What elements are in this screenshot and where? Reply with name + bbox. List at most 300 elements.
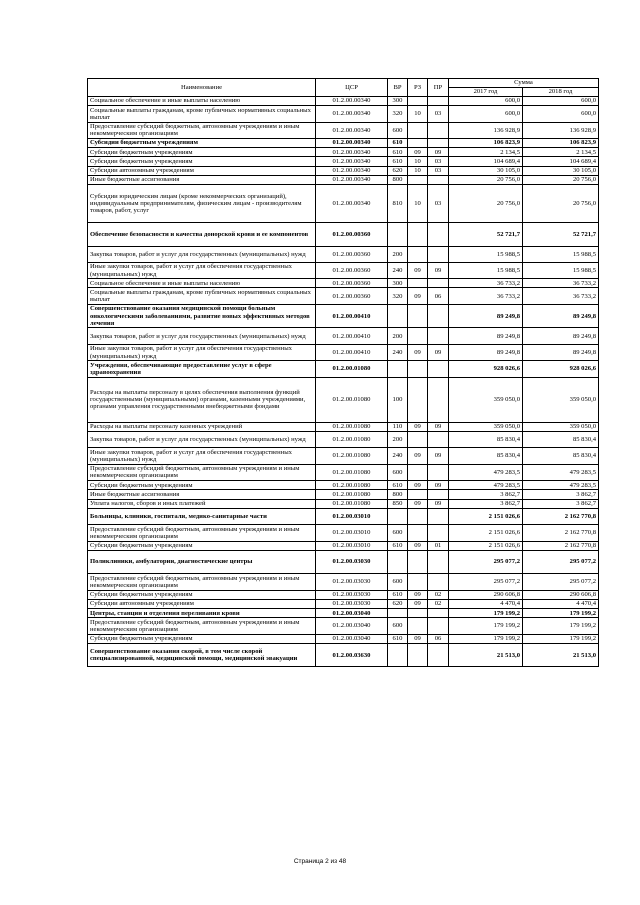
cell-name: Субсидии бюджетным учреждениям [88, 541, 316, 550]
cell-sum-2018: 89 249,8 [523, 344, 599, 360]
table-row [88, 138, 599, 147]
cell-name: Субсидии юридическим лицам (кроме некоммерческих организаций), индивидуальным предпринимателям, физическим лицам - производителям товаров, работ, услуг [88, 184, 316, 222]
cell-vr: 610 [388, 148, 408, 157]
cell-sum-2018: 928 026,6 [523, 361, 599, 377]
cell-vr: 800 [388, 490, 408, 499]
cell-sum-2018: 20 756,0 [523, 175, 599, 184]
cell-rz: 10 [408, 157, 428, 166]
cell-sum-2018: 3 862,7 [523, 490, 599, 499]
cell-pr: 03 [428, 166, 449, 175]
cell-sum-2018: 600,0 [523, 106, 599, 122]
cell-name: Субсидии бюджетным учреждениям [88, 634, 316, 643]
cell-vr [388, 304, 408, 328]
cell-sum-2018: 36 733,2 [523, 279, 599, 288]
budget-table [87, 78, 599, 667]
cell-sum-2018: 89 249,8 [523, 328, 599, 344]
cell-sum-2017: 20 756,0 [449, 175, 523, 184]
cell-pr [428, 609, 449, 618]
cell-pr [428, 618, 449, 634]
cell-name: Субсидии бюджетным учреждениям [88, 157, 316, 166]
header-pr: ПР [428, 79, 449, 97]
cell-sum-2017: 179 199,2 [449, 634, 523, 643]
cell-csr: 01.2.00.00340 [316, 138, 388, 147]
cell-name: Уплата налогов, сборов и иных платежей [88, 499, 316, 508]
table-row [88, 508, 599, 524]
table-row [88, 464, 599, 480]
cell-rz: 09 [408, 599, 428, 608]
cell-csr: 01.2.00.00360 [316, 222, 388, 246]
cell-vr: 600 [388, 574, 408, 590]
cell-sum-2018: 359 050,0 [523, 377, 599, 422]
cell-pr [428, 574, 449, 590]
cell-name: Иные бюджетные ассигнования [88, 490, 316, 499]
cell-vr: 610 [388, 590, 408, 599]
cell-vr: 320 [388, 288, 408, 304]
cell-sum-2018: 295 077,2 [523, 574, 599, 590]
cell-rz [408, 609, 428, 618]
cell-pr: 09 [428, 481, 449, 490]
cell-sum-2017: 928 026,6 [449, 361, 523, 377]
cell-rz: 09 [408, 481, 428, 490]
cell-rz [408, 97, 428, 106]
cell-pr [428, 175, 449, 184]
cell-sum-2017: 290 606,8 [449, 590, 523, 599]
cell-sum-2017: 179 199,2 [449, 618, 523, 634]
header-rz: РЗ [408, 79, 428, 97]
cell-sum-2018: 479 283,5 [523, 481, 599, 490]
cell-sum-2017: 179 199,2 [449, 609, 523, 618]
table-row [88, 541, 599, 550]
table-row [88, 262, 599, 278]
table-row [88, 643, 599, 667]
cell-vr: 810 [388, 184, 408, 222]
cell-vr: 600 [388, 122, 408, 138]
cell-rz: 09 [408, 499, 428, 508]
cell-pr: 09 [428, 262, 449, 278]
cell-sum-2017: 359 050,0 [449, 377, 523, 422]
cell-vr: 800 [388, 175, 408, 184]
cell-name: Поликлиники, амбулатории, диагностические центры [88, 550, 316, 574]
cell-rz [408, 175, 428, 184]
cell-name: Иные закупки товаров, работ и услуг для обеспечения государственных (муниципальных) нужд [88, 448, 316, 464]
cell-csr: 01.2.00.00360 [316, 288, 388, 304]
cell-csr: 01.2.00.03010 [316, 525, 388, 541]
cell-csr: 01.2.00.00410 [316, 304, 388, 328]
cell-pr: 06 [428, 634, 449, 643]
table-row [88, 525, 599, 541]
table-row [88, 279, 599, 288]
cell-sum-2017: 3 862,7 [449, 499, 523, 508]
cell-pr: 09 [428, 148, 449, 157]
cell-vr: 200 [388, 328, 408, 344]
cell-name: Иные бюджетные ассигнования [88, 175, 316, 184]
cell-sum-2017: 15 988,5 [449, 262, 523, 278]
cell-sum-2018: 479 283,5 [523, 464, 599, 480]
table-row [88, 246, 599, 262]
cell-name: Иные закупки товаров, работ и услуг для обеспечения государственных (муниципальных) нужд [88, 262, 316, 278]
header-year-2018: 2018 год [523, 88, 599, 97]
cell-name: Совершенствование оказания скорой, в том числе скорой специализированной, медицинской помощи, медицинской эвакуации [88, 643, 316, 667]
cell-name: Обеспечение безопасности и качества донорской крови и ее компонентов [88, 222, 316, 246]
cell-sum-2018: 30 105,0 [523, 166, 599, 175]
cell-vr: 610 [388, 634, 408, 643]
cell-sum-2017: 295 077,2 [449, 550, 523, 574]
cell-csr: 01.2.00.00360 [316, 279, 388, 288]
cell-pr: 01 [428, 541, 449, 550]
cell-sum-2017: 89 249,8 [449, 328, 523, 344]
cell-pr [428, 97, 449, 106]
cell-rz [408, 279, 428, 288]
cell-sum-2017: 600,0 [449, 97, 523, 106]
cell-vr: 240 [388, 262, 408, 278]
cell-rz [408, 618, 428, 634]
cell-pr [428, 643, 449, 667]
cell-sum-2018: 359 050,0 [523, 422, 599, 431]
cell-pr [428, 508, 449, 524]
cell-csr: 01.2.00.03030 [316, 550, 388, 574]
table-row [88, 499, 599, 508]
cell-pr: 03 [428, 106, 449, 122]
cell-csr: 01.2.00.00410 [316, 328, 388, 344]
cell-rz [408, 122, 428, 138]
cell-sum-2018: 600,0 [523, 97, 599, 106]
cell-csr: 01.2.00.03630 [316, 643, 388, 667]
cell-rz: 09 [408, 448, 428, 464]
cell-vr [388, 361, 408, 377]
cell-sum-2017: 2 134,5 [449, 148, 523, 157]
cell-sum-2017: 600,0 [449, 106, 523, 122]
cell-name: Учреждения, обеспечивающие предоставление услуг в сфере здравоохранения [88, 361, 316, 377]
table-row [88, 432, 599, 448]
cell-csr: 01.2.00.03040 [316, 634, 388, 643]
table-row [88, 590, 599, 599]
cell-sum-2018: 21 513,0 [523, 643, 599, 667]
cell-pr [428, 122, 449, 138]
table-row [88, 304, 599, 328]
cell-name: Социальное обеспечение и иные выплаты населению [88, 97, 316, 106]
header-vr: ВР [388, 79, 408, 97]
cell-vr: 240 [388, 448, 408, 464]
cell-sum-2018: 15 988,5 [523, 246, 599, 262]
cell-pr [428, 138, 449, 147]
cell-rz [408, 222, 428, 246]
cell-csr: 01.2.00.03010 [316, 508, 388, 524]
cell-pr: 09 [428, 344, 449, 360]
table-row [88, 97, 599, 106]
cell-name: Центры, станции и отделения переливания крови [88, 609, 316, 618]
cell-rz [408, 550, 428, 574]
cell-sum-2017: 479 283,5 [449, 464, 523, 480]
cell-pr [428, 222, 449, 246]
table-row [88, 490, 599, 499]
cell-csr: 01.2.00.03010 [316, 541, 388, 550]
table-row [88, 157, 599, 166]
cell-sum-2018: 295 077,2 [523, 550, 599, 574]
cell-pr: 06 [428, 288, 449, 304]
cell-rz [408, 304, 428, 328]
cell-sum-2017: 85 830,4 [449, 448, 523, 464]
header-year-2017: 2017 год [449, 88, 523, 97]
cell-rz: 09 [408, 422, 428, 431]
cell-pr [428, 246, 449, 262]
cell-name: Социальные выплаты гражданам, кроме публичных нормативных социальных выплат [88, 288, 316, 304]
cell-vr [388, 550, 408, 574]
cell-rz [408, 525, 428, 541]
cell-csr: 01.2.00.01080 [316, 464, 388, 480]
cell-sum-2017: 3 862,7 [449, 490, 523, 499]
cell-csr: 01.2.00.00340 [316, 106, 388, 122]
table-row [88, 550, 599, 574]
cell-pr: 02 [428, 599, 449, 608]
cell-sum-2018: 20 756,0 [523, 184, 599, 222]
cell-name: Больницы, клиники, госпитали, медико-санитарные части [88, 508, 316, 524]
cell-vr: 240 [388, 344, 408, 360]
cell-sum-2018: 136 928,9 [523, 122, 599, 138]
cell-vr: 610 [388, 138, 408, 147]
cell-csr: 01.2.00.03030 [316, 574, 388, 590]
cell-vr: 610 [388, 481, 408, 490]
cell-sum-2018: 179 199,2 [523, 609, 599, 618]
cell-rz [408, 328, 428, 344]
cell-sum-2017: 359 050,0 [449, 422, 523, 431]
table-row [88, 344, 599, 360]
cell-rz: 09 [408, 590, 428, 599]
cell-name: Предоставление субсидий бюджетным, автономным учреждениям и иным некоммерческим организациям [88, 464, 316, 480]
table-row [88, 599, 599, 608]
page-footer: Страница 2 из 48 [293, 858, 347, 865]
cell-name: Субсидии автономным учреждениям [88, 599, 316, 608]
cell-csr: 01.2.00.01080 [316, 499, 388, 508]
table-row [88, 166, 599, 175]
cell-csr: 01.2.00.00340 [316, 122, 388, 138]
cell-sum-2017: 4 470,4 [449, 599, 523, 608]
cell-name: Совершенствование оказания медицинской помощи больным онкологическими заболеваниями, развитие новых эффективных методов лечения [88, 304, 316, 328]
cell-vr [388, 609, 408, 618]
cell-sum-2017: 104 689,4 [449, 157, 523, 166]
cell-csr: 01.2.00.00360 [316, 246, 388, 262]
cell-sum-2017: 21 513,0 [449, 643, 523, 667]
cell-csr: 01.2.00.00340 [316, 166, 388, 175]
cell-csr: 01.2.00.01080 [316, 432, 388, 448]
table-row [88, 184, 599, 222]
table-body [88, 97, 599, 667]
cell-sum-2018: 179 199,2 [523, 634, 599, 643]
cell-csr: 01.2.00.03030 [316, 599, 388, 608]
cell-name: Социальное обеспечение и иные выплаты населению [88, 279, 316, 288]
cell-pr: 09 [428, 448, 449, 464]
cell-vr: 200 [388, 432, 408, 448]
cell-vr: 600 [388, 464, 408, 480]
cell-csr: 01.2.00.03030 [316, 590, 388, 599]
cell-pr: 09 [428, 499, 449, 508]
cell-vr: 300 [388, 97, 408, 106]
cell-csr: 01.2.00.00360 [316, 262, 388, 278]
cell-rz: 09 [408, 288, 428, 304]
cell-name: Субсидии бюджетным учреждениям [88, 590, 316, 599]
cell-vr: 620 [388, 166, 408, 175]
cell-name: Предоставление субсидий бюджетным, автономным учреждениям и иным некоммерческим организациям [88, 574, 316, 590]
cell-rz [408, 464, 428, 480]
cell-vr: 610 [388, 157, 408, 166]
cell-sum-2018: 89 249,8 [523, 304, 599, 328]
cell-csr: 01.2.00.01080 [316, 361, 388, 377]
table-row [88, 618, 599, 634]
cell-rz [408, 246, 428, 262]
cell-vr: 600 [388, 618, 408, 634]
cell-csr: 01.2.00.03040 [316, 618, 388, 634]
cell-pr [428, 304, 449, 328]
cell-vr: 110 [388, 422, 408, 431]
cell-name: Предоставление субсидий бюджетным, автономным учреждениям и иным некоммерческим организациям [88, 525, 316, 541]
cell-rz: 10 [408, 106, 428, 122]
table-row [88, 574, 599, 590]
cell-csr: 01.2.00.01080 [316, 422, 388, 431]
cell-rz: 09 [408, 148, 428, 157]
cell-sum-2017: 52 721,7 [449, 222, 523, 246]
cell-sum-2017: 2 151 026,6 [449, 541, 523, 550]
cell-sum-2017: 479 283,5 [449, 481, 523, 490]
header-name: Наименование [88, 79, 316, 97]
cell-csr: 01.2.00.00410 [316, 344, 388, 360]
cell-sum-2017: 136 928,9 [449, 122, 523, 138]
cell-csr: 01.2.00.01080 [316, 377, 388, 422]
cell-csr: 01.2.00.03040 [316, 609, 388, 618]
cell-name: Предоставление субсидий бюджетным, автономным учреждениям и иным некоммерческим организациям [88, 122, 316, 138]
cell-rz [408, 432, 428, 448]
cell-csr: 01.2.00.01080 [316, 481, 388, 490]
cell-name: Закупка товаров, работ и услуг для государственных (муниципальных) нужд [88, 432, 316, 448]
table-row [88, 106, 599, 122]
cell-name: Социальные выплаты гражданам, кроме публичных нормативных социальных выплат [88, 106, 316, 122]
cell-vr: 610 [388, 541, 408, 550]
table-row [88, 288, 599, 304]
cell-rz: 10 [408, 166, 428, 175]
cell-vr: 200 [388, 246, 408, 262]
cell-sum-2017: 36 733,2 [449, 288, 523, 304]
cell-vr: 620 [388, 599, 408, 608]
cell-name: Предоставление субсидий бюджетным, автономным учреждениям и иным некоммерческим организациям [88, 618, 316, 634]
cell-rz [408, 508, 428, 524]
cell-pr [428, 432, 449, 448]
cell-pr [428, 328, 449, 344]
header-csr: ЦСР [316, 79, 388, 97]
cell-sum-2017: 30 105,0 [449, 166, 523, 175]
cell-vr [388, 508, 408, 524]
cell-csr: 01.2.00.01080 [316, 448, 388, 464]
cell-rz: 09 [408, 541, 428, 550]
cell-vr: 850 [388, 499, 408, 508]
cell-sum-2017: 15 988,5 [449, 246, 523, 262]
cell-rz: 10 [408, 184, 428, 222]
table-row [88, 609, 599, 618]
cell-sum-2017: 36 733,2 [449, 279, 523, 288]
table-row [88, 481, 599, 490]
cell-pr [428, 525, 449, 541]
cell-rz [408, 138, 428, 147]
header-sum: Сумма [449, 79, 599, 88]
cell-vr: 100 [388, 377, 408, 422]
cell-rz: 09 [408, 262, 428, 278]
cell-pr: 03 [428, 184, 449, 222]
table-row [88, 361, 599, 377]
cell-name: Субсидии автономным учреждениям [88, 166, 316, 175]
table-row [88, 448, 599, 464]
cell-name: Расходы на выплаты персоналу казенных учреждений [88, 422, 316, 431]
cell-vr: 320 [388, 106, 408, 122]
cell-name: Субсидии бюджетным учреждениям [88, 138, 316, 147]
cell-sum-2018: 3 862,7 [523, 499, 599, 508]
cell-sum-2018: 4 470,4 [523, 599, 599, 608]
cell-pr [428, 490, 449, 499]
cell-sum-2017: 2 151 026,6 [449, 508, 523, 524]
cell-sum-2018: 85 830,4 [523, 448, 599, 464]
cell-pr [428, 361, 449, 377]
table-row [88, 222, 599, 246]
cell-sum-2017: 85 830,4 [449, 432, 523, 448]
table-row [88, 175, 599, 184]
cell-sum-2017: 106 823,9 [449, 138, 523, 147]
cell-pr [428, 464, 449, 480]
cell-pr: 02 [428, 590, 449, 599]
cell-sum-2018: 85 830,4 [523, 432, 599, 448]
cell-pr [428, 377, 449, 422]
cell-vr [388, 643, 408, 667]
cell-sum-2017: 89 249,8 [449, 344, 523, 360]
cell-sum-2018: 2 162 770,8 [523, 541, 599, 550]
table-row [88, 422, 599, 431]
cell-sum-2018: 52 721,7 [523, 222, 599, 246]
cell-sum-2018: 15 988,5 [523, 262, 599, 278]
table-row [88, 122, 599, 138]
cell-rz [408, 643, 428, 667]
cell-sum-2017: 2 151 026,6 [449, 525, 523, 541]
cell-csr: 01.2.00.00340 [316, 157, 388, 166]
cell-vr: 600 [388, 525, 408, 541]
cell-sum-2018: 106 823,9 [523, 138, 599, 147]
cell-pr: 03 [428, 157, 449, 166]
cell-csr: 01.2.00.01080 [316, 490, 388, 499]
table-row [88, 377, 599, 422]
cell-csr: 01.2.00.00340 [316, 148, 388, 157]
cell-sum-2018: 290 606,8 [523, 590, 599, 599]
cell-sum-2017: 89 249,8 [449, 304, 523, 328]
cell-pr [428, 279, 449, 288]
cell-sum-2018: 2 134,5 [523, 148, 599, 157]
cell-sum-2018: 179 199,2 [523, 618, 599, 634]
cell-rz [408, 361, 428, 377]
cell-rz [408, 377, 428, 422]
cell-sum-2018: 36 733,2 [523, 288, 599, 304]
table-row [88, 634, 599, 643]
cell-rz [408, 490, 428, 499]
cell-sum-2018: 104 689,4 [523, 157, 599, 166]
cell-rz: 09 [408, 344, 428, 360]
cell-pr [428, 550, 449, 574]
cell-sum-2018: 2 162 770,8 [523, 508, 599, 524]
cell-name: Расходы на выплаты персоналу в целях обеспечения выполнения функций государственными (муниципальными) органами, казенными учреждениями, органами управления государственными внебюджетными фондами [88, 377, 316, 422]
cell-csr: 01.2.00.00340 [316, 175, 388, 184]
cell-sum-2017: 20 756,0 [449, 184, 523, 222]
cell-sum-2018: 2 162 770,8 [523, 525, 599, 541]
cell-vr: 300 [388, 279, 408, 288]
cell-csr: 01.2.00.00340 [316, 184, 388, 222]
cell-name: Субсидии бюджетным учреждениям [88, 481, 316, 490]
cell-sum-2017: 295 077,2 [449, 574, 523, 590]
cell-name: Закупка товаров, работ и услуг для государственных (муниципальных) нужд [88, 328, 316, 344]
cell-pr: 09 [428, 422, 449, 431]
cell-rz: 09 [408, 634, 428, 643]
cell-name: Субсидии бюджетным учреждениям [88, 148, 316, 157]
